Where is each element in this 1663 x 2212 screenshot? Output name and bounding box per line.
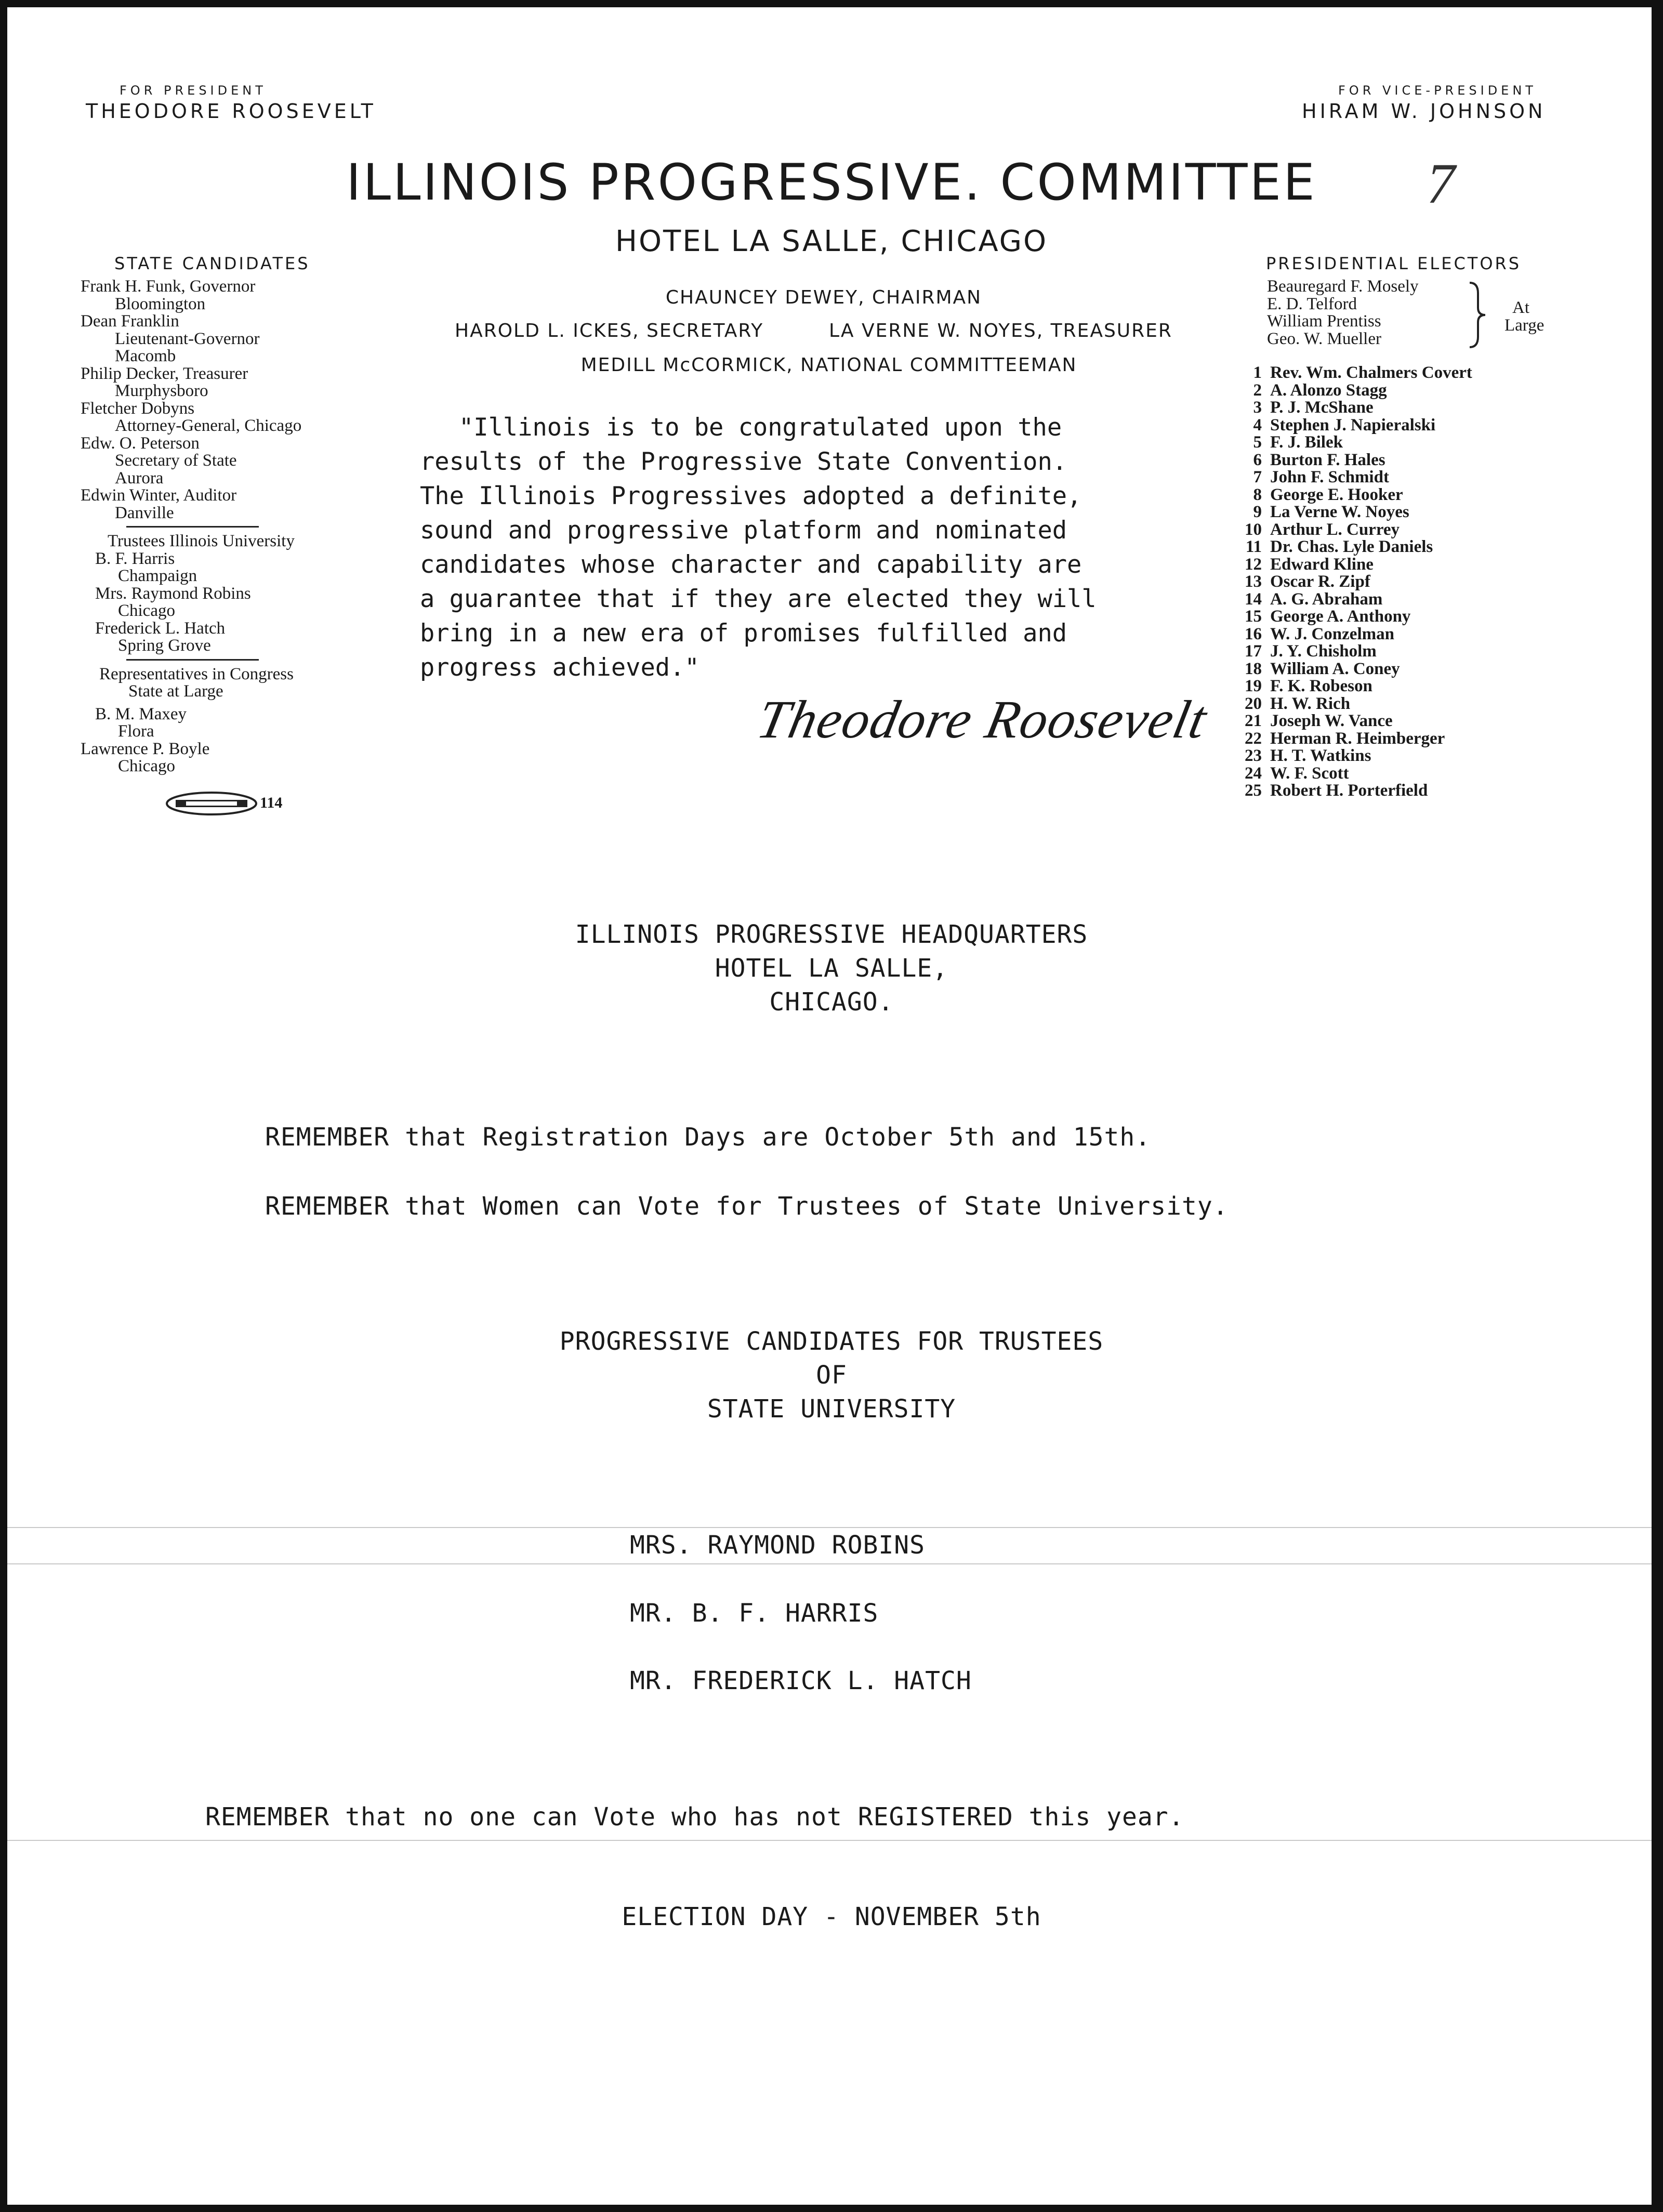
elector-number: 2 [1253, 380, 1262, 400]
registered-reminder: REMEMBER that no one can Vote who has not REGISTERED this year. [205, 1802, 1184, 1832]
elector-name: Joseph W. Vance [1270, 712, 1393, 730]
elector-number: 21 [1245, 712, 1262, 730]
candidate-name: Frederick L. Hatch [95, 618, 226, 638]
elector-row [1242, 678, 1472, 695]
electors-numbered-list [1242, 364, 1472, 800]
treasurer: LA VERNE W. NOYES, TREASURER [829, 320, 1172, 341]
elector-row [1242, 538, 1472, 556]
elector-row [1242, 382, 1472, 400]
candidate-detail: Champaign [118, 567, 197, 585]
elector-name: La Verne W. Noyes [1270, 503, 1409, 521]
candidate-name: B. M. Maxey [95, 704, 187, 723]
elector-name: Oscar R. Zipf [1270, 572, 1370, 591]
elector-number: 8 [1253, 485, 1262, 504]
vp-caption: FOR VICE-PRESIDENT [1338, 83, 1537, 98]
union-label-number: 114 [260, 794, 283, 811]
elector-number: 22 [1245, 729, 1262, 748]
elector-number: 1 [1253, 363, 1262, 382]
elector-number: 13 [1245, 572, 1262, 591]
headquarters-line: HOTEL LA SALLE, [715, 954, 948, 983]
union-label-logo [165, 791, 258, 816]
elector-name: Stephen J. Napieralski [1270, 415, 1436, 434]
candidate-name: Philip Decker, Treasurer [81, 364, 248, 383]
candidates-heading: STATE UNIVERSITY [707, 1394, 956, 1424]
elector-name: H. W. Rich [1270, 694, 1351, 713]
candidate-name: Frank H. Funk, Governor [81, 277, 256, 296]
candidate-detail: Attorney-General, Chicago [115, 416, 302, 435]
candidate-detail: Spring Grove [118, 636, 211, 655]
elector-number: 24 [1245, 763, 1262, 783]
elector-name: George E. Hooker [1270, 485, 1403, 504]
elector-number: 19 [1245, 677, 1262, 695]
elector-row [1242, 695, 1472, 713]
state-candidates-heading: STATE CANDIDATES [114, 254, 310, 273]
state-candidates-list [81, 278, 301, 775]
candidate-name: Lawrence P. Boyle [81, 739, 210, 758]
brace-icon [1467, 281, 1487, 352]
elector-number: 12 [1245, 555, 1262, 574]
elector-number: 4 [1253, 415, 1262, 434]
quote-line: progress achieved." [420, 653, 699, 682]
elector-row [1242, 469, 1472, 486]
elector-number: 18 [1245, 659, 1262, 678]
elector-name: Herman R. Heimberger [1270, 729, 1445, 748]
elector-name: Edward Kline [1270, 555, 1374, 574]
elector-row [1242, 626, 1472, 643]
roosevelt-quote [420, 411, 1097, 685]
candidate-detail: Secretary of State [115, 451, 237, 470]
committee-title: ILLINOIS PROGRESSIVE. COMMITTEE [346, 153, 1317, 212]
elector-name: John F. Schmidt [1270, 468, 1389, 486]
at-large-label: At [1512, 298, 1529, 317]
elector-row [1242, 713, 1472, 730]
candidate-detail: Murphysboro [115, 381, 208, 400]
elector-name: F. K. Robeson [1270, 677, 1372, 695]
women-vote-reminder: REMEMBER that Women can Vote for Trustees of State University. [265, 1192, 1229, 1221]
elector-name: F. J. Bilek [1270, 433, 1343, 452]
quote-line: a guarantee that if they are elected they will [420, 585, 1097, 613]
trustee-candidate: MRS. RAYMOND ROBINS [630, 1531, 926, 1560]
elector-number: 23 [1245, 746, 1262, 765]
candidate-detail: Danville [115, 503, 174, 522]
elector-number: 14 [1245, 589, 1262, 609]
candidate-name: B. F. Harris [95, 549, 175, 568]
congress-heading: Representatives in Congress [99, 664, 294, 683]
elector-number: 20 [1245, 694, 1262, 713]
elector-row [1242, 661, 1472, 678]
elector-number: 5 [1253, 433, 1262, 452]
elector-name: P. J. McShane [1270, 398, 1374, 417]
roosevelt-signature: Theodore Roosevelt [752, 690, 1213, 749]
electors-at-large-list [1267, 278, 1419, 348]
elector-name: William A. Coney [1270, 659, 1400, 678]
elector-name: Arthur L. Currey [1270, 520, 1400, 539]
elector-row [1242, 591, 1472, 609]
candidate-detail: Flora [118, 722, 154, 741]
trustee-candidate: MR. B. F. HARRIS [630, 1599, 879, 1628]
elector-number: 9 [1253, 503, 1262, 521]
candidates-heading: OF [816, 1361, 847, 1390]
elector-number: 17 [1245, 642, 1262, 661]
elector-row [1242, 765, 1472, 783]
candidate-name: Edw. O. Peterson [81, 433, 200, 453]
candidates-heading: PROGRESSIVE CANDIDATES FOR TRUSTEES [559, 1327, 1104, 1356]
margin-mark: 7 [1427, 152, 1455, 215]
candidate-detail: Aurora [115, 468, 164, 488]
candidate-name: Edwin Winter, Auditor [81, 486, 237, 505]
elector-name: George A. Anthony [1270, 607, 1411, 626]
at-large-label: Large [1504, 316, 1545, 335]
elector-name: Burton F. Hales [1270, 450, 1385, 469]
elector-row [1242, 452, 1472, 469]
candidate-name: Fletcher Dobyns [81, 399, 195, 418]
scan-line [7, 1840, 1652, 1841]
elector-number: 16 [1245, 624, 1262, 643]
registration-reminder: REMEMBER that Registration Days are October 5th and 15th. [265, 1123, 1151, 1152]
elector-name: H. T. Watkins [1270, 746, 1371, 765]
trustees-heading: Trustees Illinois University [108, 532, 295, 550]
candidate-name: Mrs. Raymond Robins [95, 584, 251, 603]
elector-name: William Prentiss [1267, 312, 1381, 331]
trustee-candidate: MR. FREDERICK L. HATCH [630, 1666, 972, 1695]
elector-name: Beauregard F. Mosely [1267, 277, 1419, 296]
president-name: THEODORE ROOSEVELT [86, 100, 376, 123]
elector-row [1242, 608, 1472, 626]
hotel-address: HOTEL LA SALLE, CHICAGO [615, 225, 1048, 258]
quote-line: candidates whose character and capability are [420, 550, 1082, 579]
elector-row [1242, 486, 1472, 504]
candidate-detail: Bloomington [115, 294, 206, 313]
candidate-name: Dean Franklin [81, 312, 179, 331]
elector-number: 25 [1245, 781, 1262, 800]
elector-row [1242, 556, 1472, 574]
elector-number: 6 [1253, 450, 1262, 469]
elector-row [1242, 782, 1472, 800]
electors-heading: PRESIDENTIAL ELECTORS [1266, 254, 1522, 273]
congress-heading: State at Large [128, 682, 223, 701]
elector-number: 10 [1245, 520, 1262, 539]
elector-number: 15 [1245, 607, 1262, 626]
elector-row [1242, 573, 1472, 591]
elector-row [1242, 643, 1472, 661]
election-day: ELECTION DAY - NOVEMBER 5th [622, 1902, 1041, 1931]
elector-number: 7 [1253, 468, 1262, 486]
vp-name: HIRAM W. JOHNSON [1302, 100, 1546, 123]
candidate-detail: Lieutenant-Governor [115, 329, 260, 348]
secretary: HAROLD L. ICKES, SECRETARY [455, 320, 764, 341]
elector-name: W. F. Scott [1270, 763, 1349, 783]
elector-row [1242, 521, 1472, 539]
candidate-detail: Chicago [118, 601, 175, 620]
national-committeeman: MEDILL McCORMICK, NATIONAL COMMITTEEMAN [580, 354, 1077, 376]
candidate-detail: Macomb [115, 347, 176, 365]
chairman: CHAUNCEY DEWEY, CHAIRMAN [665, 287, 982, 308]
elector-name: E. D. Telford [1267, 294, 1357, 313]
headquarters-line: CHICAGO. [769, 988, 894, 1017]
divider [126, 526, 259, 528]
elector-name: A. Alonzo Stagg [1270, 380, 1387, 400]
scan-line [7, 1527, 1652, 1528]
headquarters-line: ILLINOIS PROGRESSIVE HEADQUARTERS [575, 920, 1088, 949]
elector-name: W. J. Conzelman [1270, 624, 1394, 643]
elector-name: Rev. Wm. Chalmers Covert [1270, 363, 1472, 382]
scan-line [7, 1563, 1652, 1564]
elector-name: Geo. W. Mueller [1267, 329, 1381, 348]
elector-row [1242, 747, 1472, 765]
quote-line: "Illinois is to be congratulated upon the [459, 413, 1062, 442]
elector-row [1242, 399, 1472, 417]
divider [126, 659, 259, 661]
quote-line: sound and progressive platform and nominated [420, 516, 1067, 545]
quote-line: bring in a new era of promises fulfilled and [420, 619, 1067, 648]
quote-line: The Illinois Progressives adopted a definite, [420, 482, 1082, 510]
elector-name: Robert H. Porterfield [1270, 781, 1428, 800]
elector-name: A. G. Abraham [1270, 589, 1383, 609]
elector-row [1242, 364, 1472, 382]
elector-number: 3 [1253, 398, 1262, 417]
candidate-detail: Chicago [118, 757, 175, 775]
elector-row [1242, 417, 1472, 434]
elector-row [1242, 504, 1472, 521]
elector-row [1242, 730, 1472, 748]
elector-row [1242, 434, 1472, 452]
elector-name: Dr. Chas. Lyle Daniels [1270, 537, 1433, 556]
elector-name: J. Y. Chisholm [1270, 642, 1377, 661]
president-caption: FOR PRESIDENT [120, 83, 267, 98]
quote-line: results of the Progressive State Convention. [420, 447, 1067, 476]
elector-number: 11 [1245, 537, 1262, 556]
